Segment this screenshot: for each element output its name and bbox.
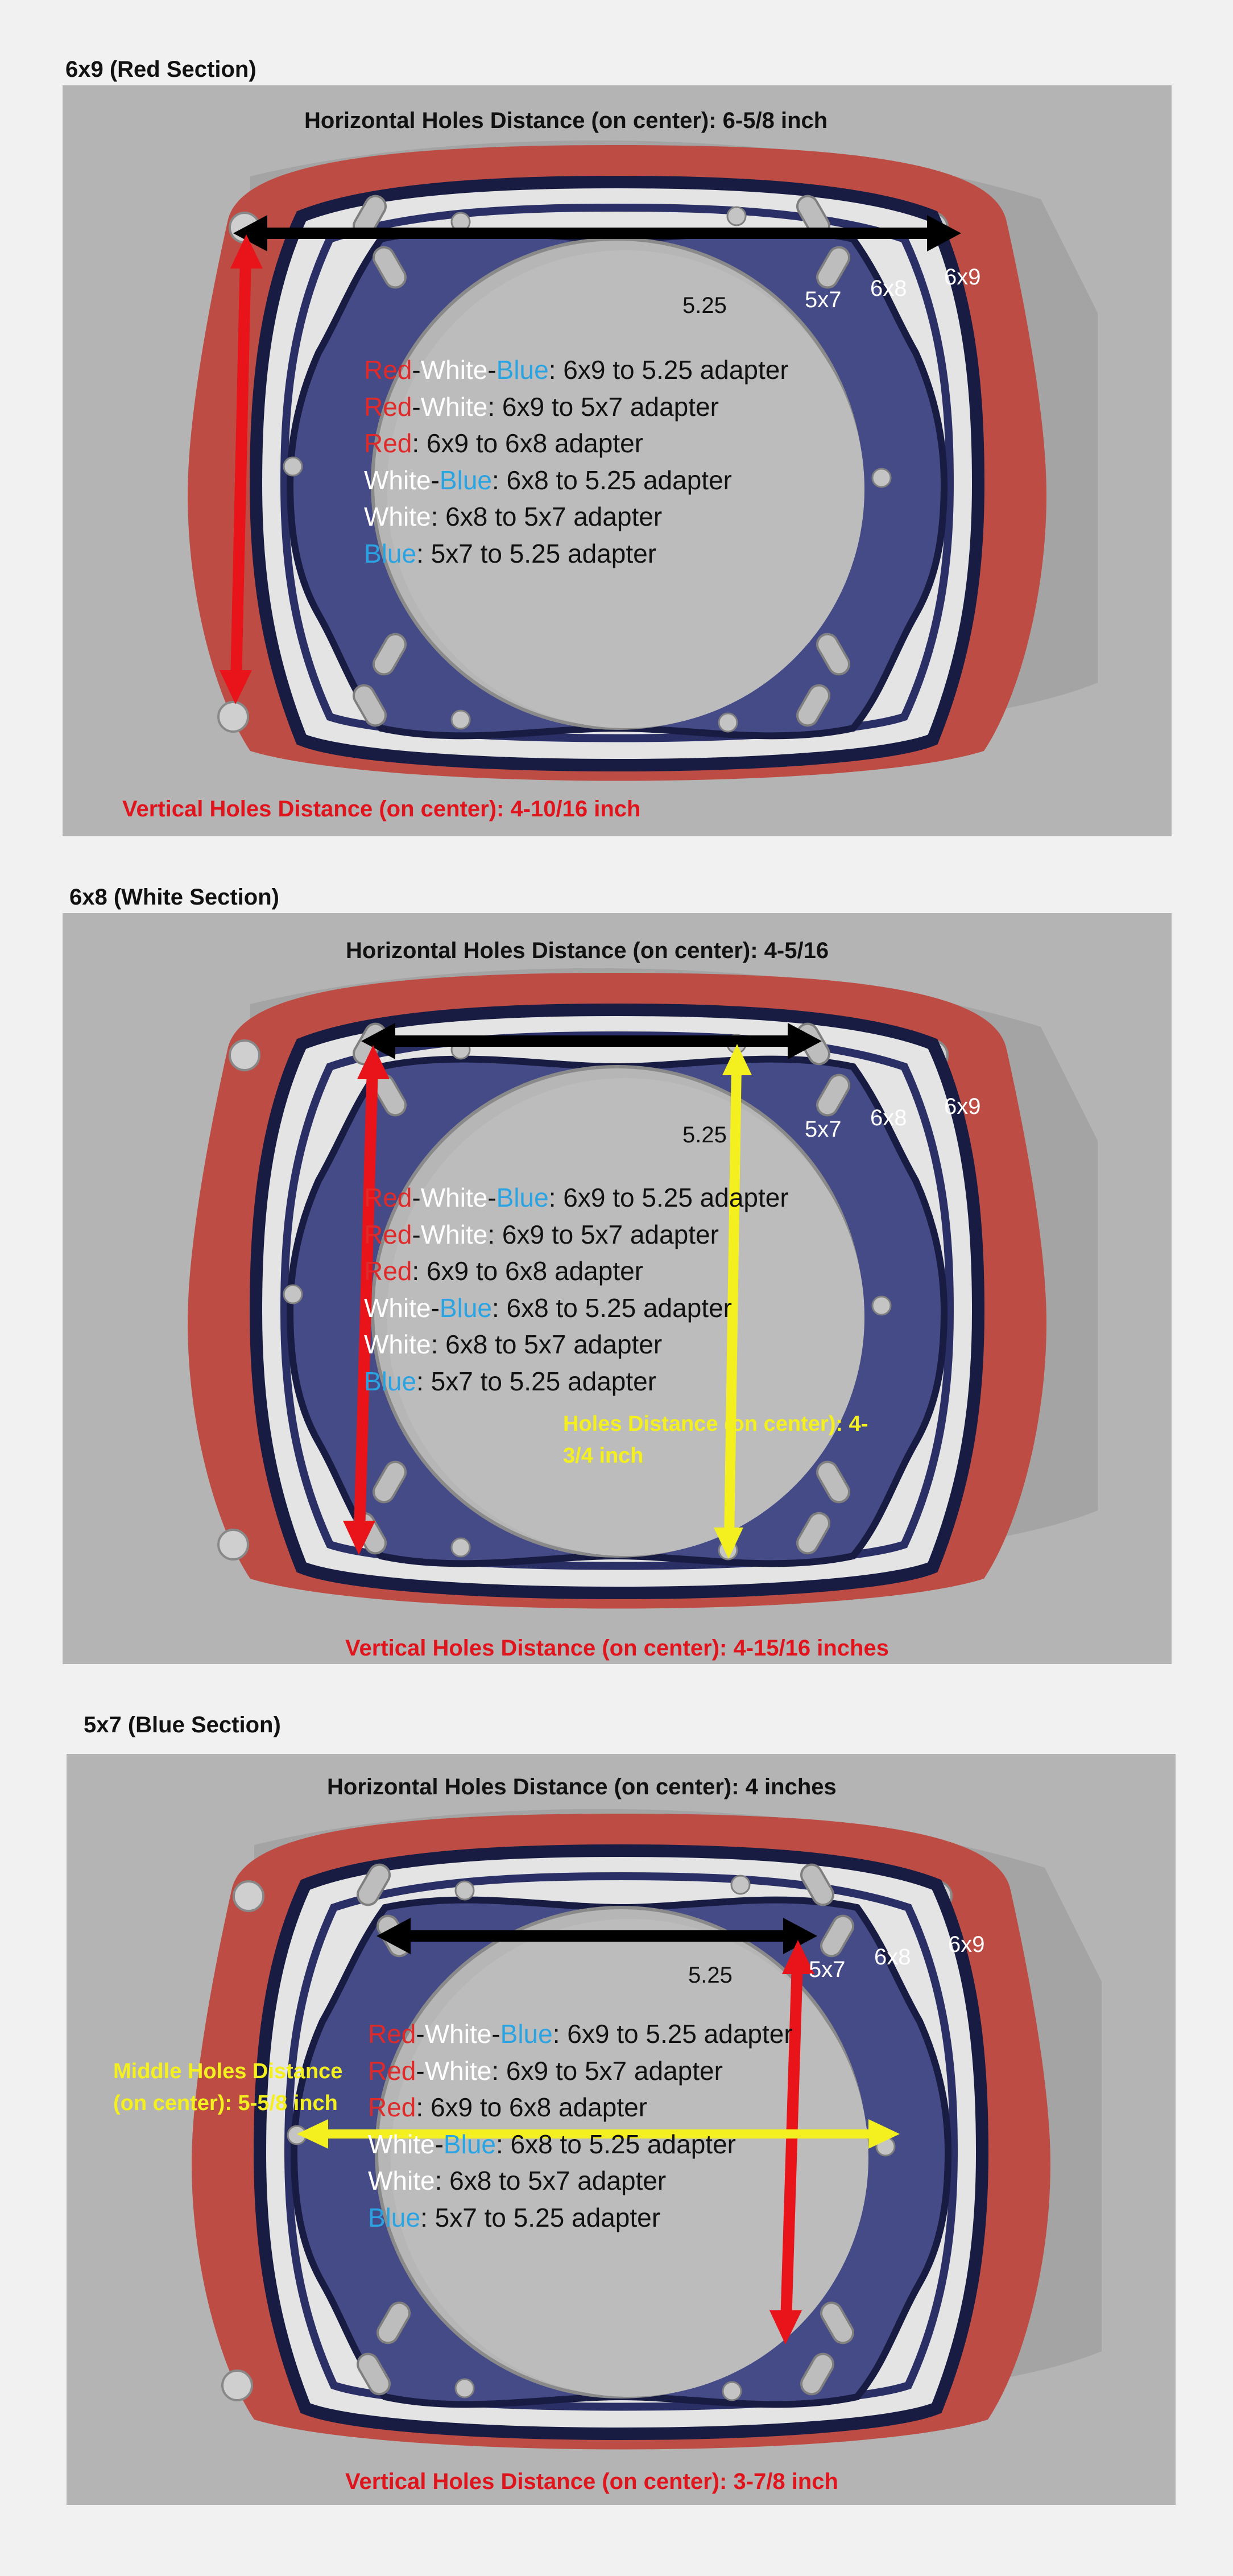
legend-color-word: Red [364,428,412,458]
vertical-distance-label: Vertical Holes Distance (on center): 3-7/8 inch [345,2469,838,2494]
legend-color-word: - [412,1219,421,1249]
legend-color-word: Blue [443,2129,496,2159]
vertical-distance-label: Vertical Holes Distance (on center): 4-10/16 inch [122,796,641,821]
arrow-head [722,1044,752,1075]
arrow-head [714,1528,743,1559]
legend-description: : 6x9 to 6x8 adapter [416,2092,648,2122]
legend-row [368,2016,793,2053]
panel-6x8-diagram [63,913,1172,1664]
vertical-distance-label: Vertical Holes Distance (on center): 4-15/16 inches [345,1636,889,1661]
legend-color-word: - [487,355,496,385]
legend-color-word: White [420,1183,488,1212]
legend-color-word: - [416,2055,425,2086]
legend-row [368,2089,793,2126]
size-label-5x7: 5x7 [805,1117,842,1142]
legend-color-word: - [431,1293,440,1323]
horizontal-distance-label: Horizontal Holes Distance (on center): 6-5/8 inch [304,108,828,133]
legend-color-word: Red [368,2092,416,2122]
legend-color-word: - [416,2019,425,2049]
size-label-5-25: 5.25 [688,1963,733,1988]
legend-color-word: - [412,391,421,422]
legend-row [364,1216,789,1253]
legend-row [364,1179,789,1216]
size-label-6x9: 6x9 [944,265,981,290]
legend-color-word: Blue [439,465,492,495]
size-label-5-25: 5.25 [682,1122,727,1147]
legend-color-word: Red [368,2055,416,2086]
size-label-6x9: 6x9 [948,1932,985,1957]
section-title-6x9: 6x9 (Red Section) [65,57,256,82]
legend-description: : 6x9 to 5.25 adapter [552,2019,793,2049]
legend-color-word: Blue [500,2019,553,2049]
legend-color-word: White [364,1330,431,1359]
legend-color-word: - [431,465,440,495]
legend-description: : 6x9 to 6x8 adapter [412,428,644,458]
legend-color-word: - [491,2019,500,2049]
legend-color-word: Blue [364,538,417,568]
legend-color-word: White [420,391,488,422]
section-title-6x8: 6x8 (White Section) [69,885,279,910]
legend-description: : 5x7 to 5.25 adapter [420,2202,661,2232]
legend-color-word: Blue [496,1183,549,1212]
legend-row [364,1290,789,1327]
legend-row [368,2126,793,2163]
legend-color-word: White [368,2166,435,2195]
legend-description: : 6x9 to 5.25 adapter [548,1183,789,1212]
legend-row [368,2162,793,2199]
legend-description: : 6x9 to 5x7 adapter [487,1219,719,1249]
size-label-6x8: 6x8 [870,1105,907,1130]
legend-row [364,1326,789,1363]
legend-description: : 6x9 to 5x7 adapter [491,2055,723,2086]
arrow-head [769,2310,802,2344]
legend-description: : 6x8 to 5x7 adapter [431,502,663,531]
arrow-head [788,1023,822,1059]
arrow-head [376,1918,411,1954]
arrow-head [220,670,252,704]
legend-color-word: - [412,1183,421,1212]
size-label-6x8: 6x8 [870,276,907,301]
legend-row [364,1363,789,1400]
legend-row [368,2053,793,2090]
legend-color-word: White [364,502,431,531]
legend-row [364,535,789,572]
legend-description: : 5x7 to 5.25 adapter [416,538,657,568]
legend-description: : 6x8 to 5.25 adapter [496,2129,736,2159]
legend-color-word: Blue [364,1366,417,1396]
legend-description: : 6x8 to 5.25 adapter [492,1293,732,1323]
legend-color-word: Blue [496,355,549,385]
size-label-6x9: 6x9 [944,1094,981,1119]
legend-color-word: Red [364,1219,412,1249]
legend-color-word: Red [364,355,412,385]
legend-color-word: Red [364,1256,412,1286]
legend-color-word: - [435,2129,444,2159]
legend-description: : 5x7 to 5.25 adapter [416,1366,657,1396]
legend-description: : 6x9 to 5x7 adapter [487,391,719,422]
arrow-head [343,1521,375,1555]
legend-description: : 6x8 to 5x7 adapter [435,2166,667,2195]
section-title-5x7: 5x7 (Blue Section) [84,1712,281,1737]
legend-row [364,498,789,535]
legend-row [364,425,789,462]
legend-color-word: Blue [439,1293,492,1323]
legend-color-word: White [364,1293,431,1323]
arrow-head [361,1023,395,1059]
legend-row [364,352,789,389]
size-label-5x7: 5x7 [805,287,842,312]
legend-color-word: Blue [368,2202,421,2232]
legend-color-word: White [424,2055,492,2086]
size-label-6x8: 6x8 [874,1945,911,1970]
legend-description: : 6x8 to 5x7 adapter [431,1330,663,1359]
legend-description: : 6x9 to 5.25 adapter [548,355,789,385]
legend-color-word: White [368,2129,435,2159]
legend-color-word: Red [364,1183,412,1212]
arrow-head [868,2119,900,2149]
legend-color-word: - [412,355,421,385]
size-label-5-25: 5.25 [682,293,727,318]
adapter-legend [364,352,789,572]
legend-color-word: White [420,1219,488,1249]
legend-color-word: White [364,465,431,495]
horizontal-distance-label: Horizontal Holes Distance (on center): 4 inches [327,1774,837,1799]
legend-color-word: - [487,1183,496,1212]
legend-description: : 6x9 to 6x8 adapter [412,1256,644,1286]
legend-color-word: White [420,355,488,385]
legend-row [364,389,789,426]
middle-holes-distance-label: Middle Holes Distance (on center): 5-5/8 inch [113,2059,343,2115]
vertical-arrow [236,256,246,683]
legend-row [364,462,789,499]
legend-row [368,2199,793,2236]
legend-color-word: Red [364,391,412,422]
legend-description: : 6x8 to 5.25 adapter [492,465,732,495]
adapter-legend [364,1179,789,1400]
legend-row [364,1253,789,1290]
legend-color-word: Red [368,2019,416,2049]
middle-holes-distance-label: Holes Distance (on center): 4-3/4 inch [563,1412,868,1468]
legend-color-word: White [424,2019,492,2049]
adapter-legend [368,2016,793,2236]
panel-6x9-diagram [63,85,1172,836]
size-label-5x7: 5x7 [809,1957,846,1982]
arrow-head [297,2119,328,2149]
arrow-head [927,215,961,251]
panel-5x7-diagram [67,1754,1176,2505]
horizontal-distance-label: Horizontal Holes Distance (on center): 4-5/16 [346,938,829,963]
